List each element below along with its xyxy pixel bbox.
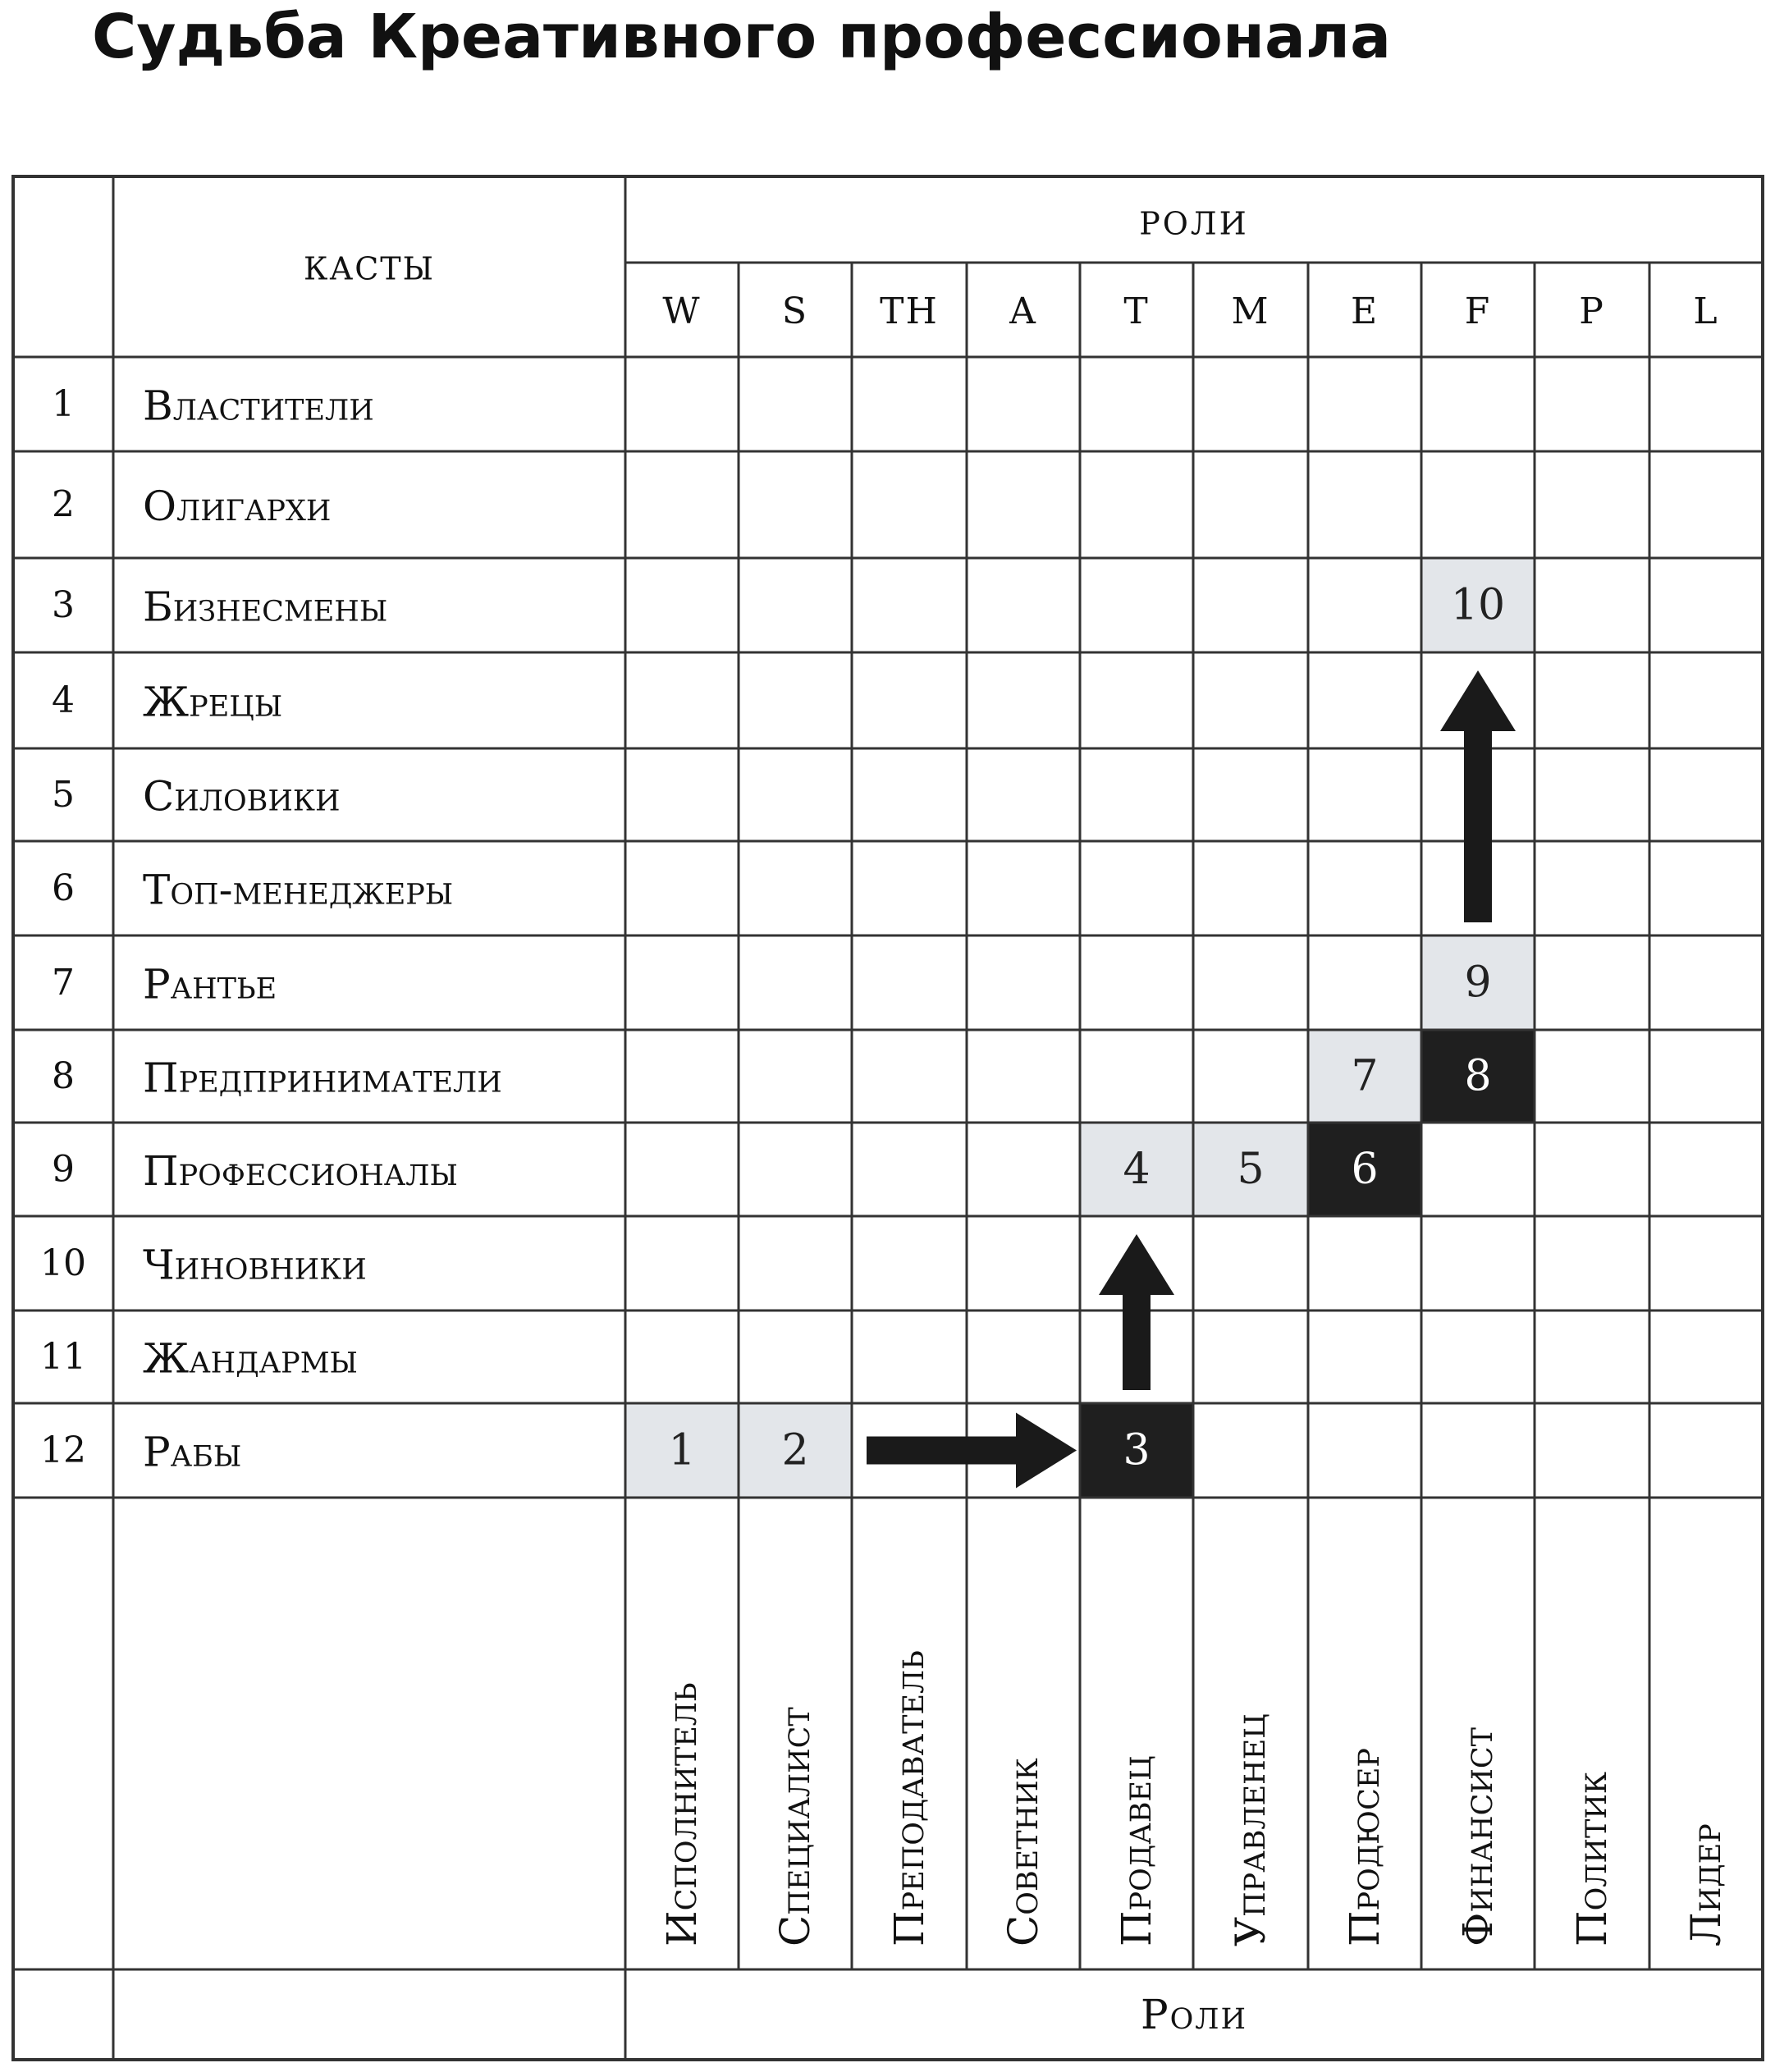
step-number-9: 9 [1464, 958, 1492, 1008]
step-number-2: 2 [781, 1425, 809, 1475]
step-number-3: 3 [1123, 1425, 1151, 1475]
caste-name: Силовики [143, 772, 341, 821]
page-title: Судьба Креативного профессионала [92, 2, 1392, 72]
role-code-th: TH [880, 290, 939, 332]
role-name-vertical: Продавец [1113, 1755, 1160, 1946]
progression-arrow-3 [1440, 670, 1516, 922]
role-name-vertical: Советник [1000, 1758, 1047, 1946]
caste-number: 1 [52, 383, 75, 425]
caste-name: Властители [143, 382, 374, 430]
role-code-a: A [1009, 290, 1037, 332]
step-number-10: 10 [1450, 580, 1506, 630]
role-code-w: W [662, 290, 702, 332]
step-number-5: 5 [1237, 1145, 1265, 1194]
role-code-t: T [1123, 290, 1150, 332]
caste-number: 2 [52, 483, 75, 526]
caste-name: Рабы [143, 1428, 242, 1476]
role-code-l: L [1693, 290, 1719, 332]
role-name-vertical: Политик [1568, 1772, 1616, 1946]
caste-number: 3 [52, 584, 75, 626]
step-number-1: 1 [668, 1425, 696, 1475]
caste-name: Рантье [143, 960, 277, 1009]
role-name-vertical: Исполнитель [658, 1682, 706, 1946]
role-code-m: M [1231, 290, 1270, 332]
step-number-8: 8 [1464, 1051, 1492, 1101]
caste-number: 11 [40, 1336, 86, 1378]
caste-name: Профессионалы [143, 1147, 458, 1195]
caste-number: 5 [52, 774, 75, 816]
caste-number: 9 [52, 1148, 75, 1191]
role-name-vertical: Финансист [1454, 1727, 1502, 1946]
roles-header: роли [1139, 193, 1249, 245]
caste-number: 10 [40, 1242, 86, 1284]
role-name-vertical: Управленец [1227, 1713, 1274, 1946]
progression-arrow-1 [867, 1413, 1077, 1489]
role-name-vertical: Лидер [1682, 1823, 1730, 1946]
caste-name: Предприниматели [143, 1054, 502, 1102]
caste-name: Чиновники [143, 1241, 367, 1289]
role-name-vertical: Преподаватель [885, 1650, 933, 1946]
caste-name: Олигархи [143, 483, 332, 530]
step-number-4: 4 [1123, 1145, 1151, 1194]
caste-number: 7 [52, 962, 75, 1004]
role-code-e: E [1350, 290, 1379, 332]
role-code-p: P [1579, 290, 1605, 332]
caste-number: 12 [40, 1429, 86, 1471]
caste-number: 4 [52, 679, 75, 721]
role-name-vertical: Продюсер [1341, 1748, 1388, 1946]
role-code-s: S [781, 290, 809, 332]
step-number-6: 6 [1351, 1145, 1379, 1194]
caste-name: Жрецы [143, 678, 283, 726]
role-name-vertical: Специалист [771, 1707, 819, 1946]
role-code-f: F [1464, 290, 1492, 332]
caste-name: Жандармы [143, 1334, 358, 1383]
progression-arrow-2 [1099, 1234, 1174, 1390]
caste-name: Бизнесмены [143, 583, 388, 631]
roles-footer: Роли [1140, 1991, 1248, 2038]
caste-number: 8 [52, 1055, 75, 1097]
caste-number: 6 [52, 867, 75, 909]
step-number-7: 7 [1351, 1051, 1379, 1101]
caste-name: Топ-менеджеры [143, 866, 454, 914]
castes-header: касты [304, 238, 435, 290]
